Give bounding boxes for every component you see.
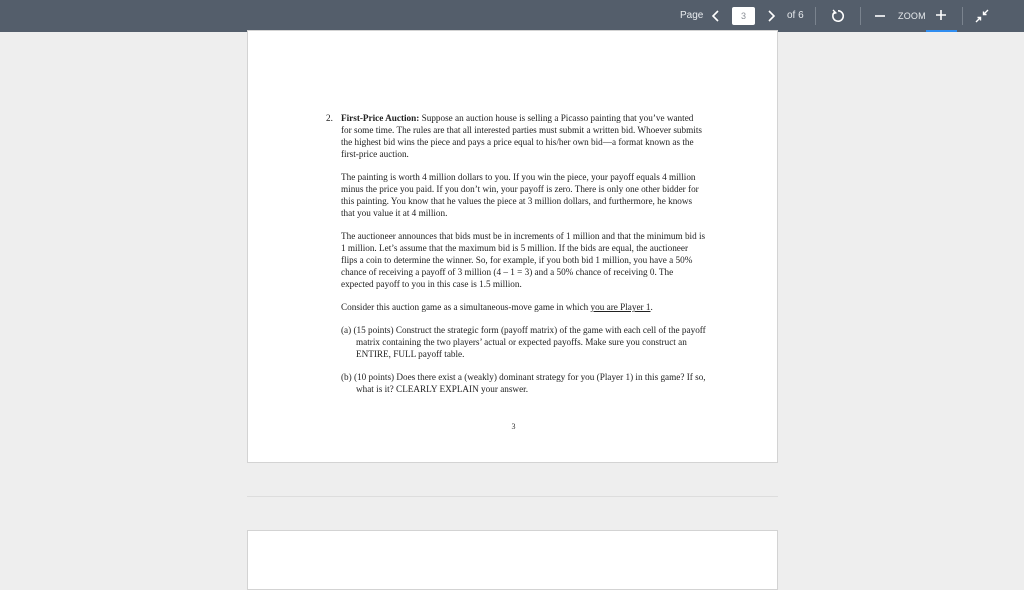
page-label: Page: [680, 10, 704, 21]
game-text-end: .: [650, 302, 653, 312]
part-b: (b) (10 points) Does there exist a (weakly) dominant strategy for you (Player 1) in this game? If so, what is it? CLEARLY EXPLAIN your answer.: [341, 372, 706, 394]
zoom-label: ZOOM: [898, 11, 926, 21]
plus-icon[interactable]: [933, 7, 949, 23]
toolbar-divider: [860, 7, 861, 25]
zoom-in-button[interactable]: [926, 0, 957, 32]
page-count: of 6: [787, 10, 804, 21]
player-1-text: you are Player 1: [590, 302, 651, 312]
minus-icon[interactable]: [873, 8, 887, 24]
page-divider: [247, 496, 778, 497]
game-paragraph: [341, 301, 706, 313]
rules-paragraph: The auctioneer announces that bids must be in increments of 1 million and that the minimum bid is 1 million. Let’s assume that the maximum bid is 5 million. If the bids are equal, the auctioneer flips a coin to determine the winner. So, for example, if you both bid 1 million, you have a 50% chance of receiving a payoff of 3 million (4 – 1 = 3) and a 50% chance of receiving 0. The expected payoff to you in this case is 1.5 million.: [341, 231, 706, 289]
chevron-right-icon[interactable]: [764, 7, 778, 25]
question-2: [326, 112, 706, 406]
document-page: [247, 30, 778, 463]
page-footer-number: 3: [511, 422, 516, 431]
page-number-input[interactable]: [732, 7, 755, 25]
viewer-toolbar: [0, 0, 1024, 32]
game-text: Consider this auction game as a simultaneous-move game in which: [341, 302, 591, 312]
collapse-icon[interactable]: [974, 8, 990, 24]
chevron-left-icon[interactable]: [709, 7, 723, 25]
question-number: 2.: [326, 113, 333, 123]
rotate-icon[interactable]: [829, 7, 847, 25]
question-title: First-Price Auction:: [341, 113, 420, 123]
toolbar-divider: [962, 7, 963, 25]
intro-text: Suppose an auction house is selling a Picasso painting that you’ve wanted for some time. The rules are that all interested parties must submit a written bid. Whoever submits the highest bid wins the piece and pays a price equal to his/her own bid—a format known as the first-price auction.: [341, 113, 702, 159]
toolbar-divider: [815, 7, 816, 25]
part-a: (a) (15 points) Construct the strategic form (payoff matrix) of the game with each cell of the payoff matrix containing the two players’ actual or expected payoffs. Make sure you construct an ENTIRE, FULL payoff table.: [341, 325, 706, 359]
intro-paragraph: [341, 112, 706, 160]
valuation-paragraph: The painting is worth 4 million dollars to you. If you win the piece, your payoff equals 4 million minus the price you paid. If you don’t win, your payoff is zero. There is only one other bidder for this painting. You know that he values the piece at 3 million dollars, and furthermore, he knows that you value it at 4 million.: [341, 172, 699, 218]
next-document-page: [247, 530, 778, 590]
